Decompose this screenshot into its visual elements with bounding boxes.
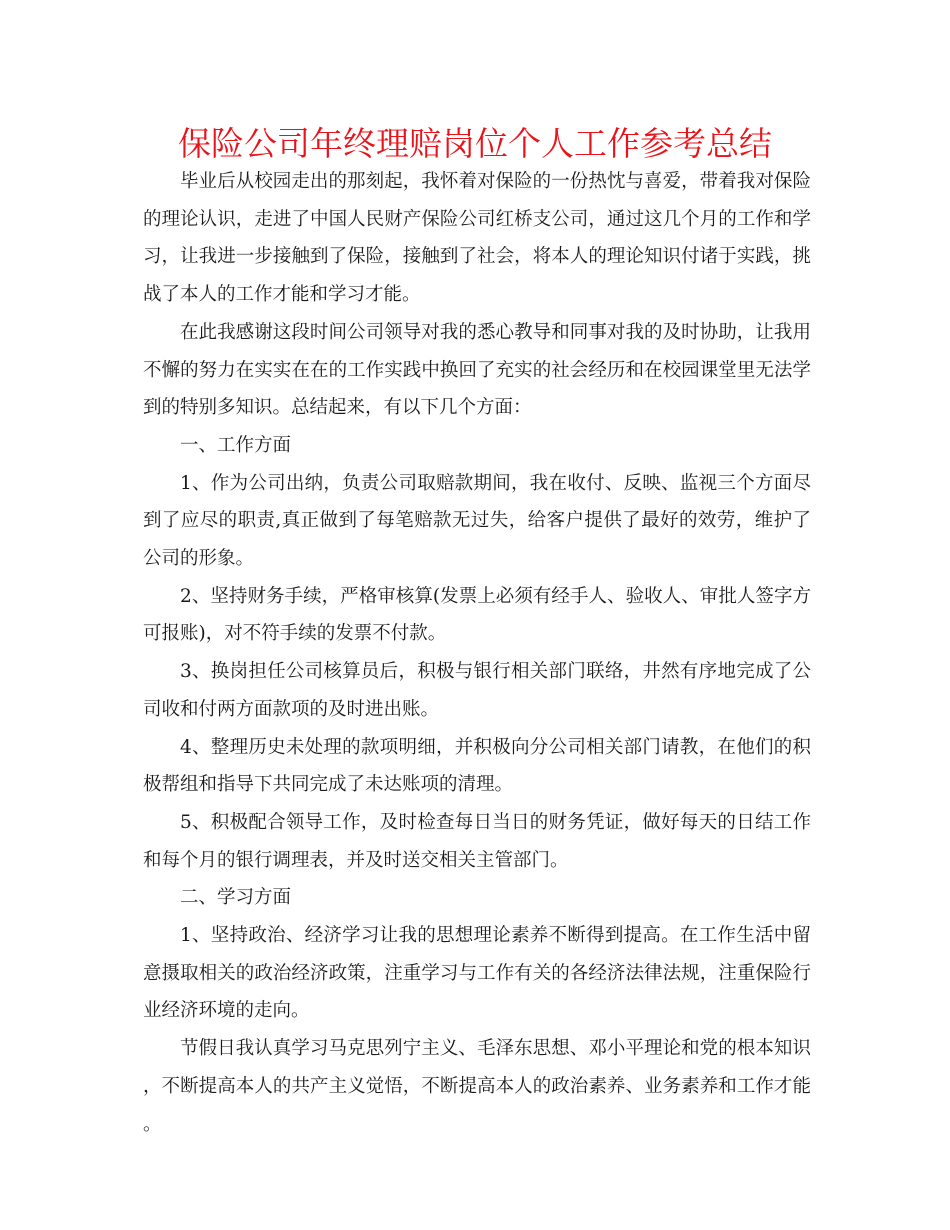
- document-title: 保险公司年终理赔岗位个人工作参考总结: [178, 124, 772, 163]
- document-body: [143, 163, 811, 1143]
- paragraph-work-2: 2、坚持财务手续，严格审核算(发票上必须有经手人、验收人、审批人签字方可报账)，对不符手续的发票不付款。: [143, 585, 811, 645]
- paragraph-work-1: 1、作为公司出纳，负责公司取赔款期间，我在收付、反映、监视三个方面尽到了应尽的职责,真正做到了每笔赔款无过失，给客户提供了最好的效劳，维护了公司的形象。: [143, 472, 811, 570]
- section-heading-study: 二、学习方面: [180, 887, 292, 909]
- paragraph-intro: 毕业后从校园走出的那刻起，我怀着对保险的一份热忱与喜爱，带着我对保险的理论认识，走进了中国人民财产保险公司红桥支公司，通过这几个月的工作和学习，让我进一步接触到了保险，接触到了社会，将本人的理论知识付诸于实践，挑战了本人的工作才能和学习才能。: [143, 171, 811, 306]
- paragraph-thanks: 在此我感谢这段时间公司领导对我的悉心教导和同事对我的及时协助，让我用不懈的努力在实实在在的工作实践中换回了充实的社会经历和在校园课堂里无法学到的特别多知识。总结起来，有以下几个方面：: [143, 321, 811, 419]
- paragraph-work-3: 3、换岗担任公司核算员后，积极与银行相关部门联络，井然有序地完成了公司收和付两方面款项的及时进出账。: [143, 661, 811, 720]
- paragraph-study-2: 节假日我认真学习马克思列宁主义、毛泽东思想、邓小平理论和党的根本知识，不断提高本人的共产主义觉悟，不断提高本人的政治素养、业务素养和工作才能。: [143, 1038, 811, 1135]
- section-heading-work: 一、工作方面: [180, 434, 292, 456]
- paragraph-work-4: 4、整理历史未处理的款项明细，并积极向分公司相关部门请教，在他们的积极帮组和指导下共同完成了未达账项的清理。: [143, 736, 811, 796]
- paragraph-work-5: 5、积极配合领导工作，及时检查每日当日的财务凭证，做好每天的日结工作和每个月的银行调理表，并及时送交相关主管部门。: [143, 811, 811, 871]
- paragraph-study-1: 1、坚持政治、经济学习让我的思想理论素养不断得到提高。在工作生活中留意摄取相关的政治经济政策，注重学习与工作有关的各经济法律法规，注重保险行业经济环境的走向。: [143, 925, 811, 1022]
